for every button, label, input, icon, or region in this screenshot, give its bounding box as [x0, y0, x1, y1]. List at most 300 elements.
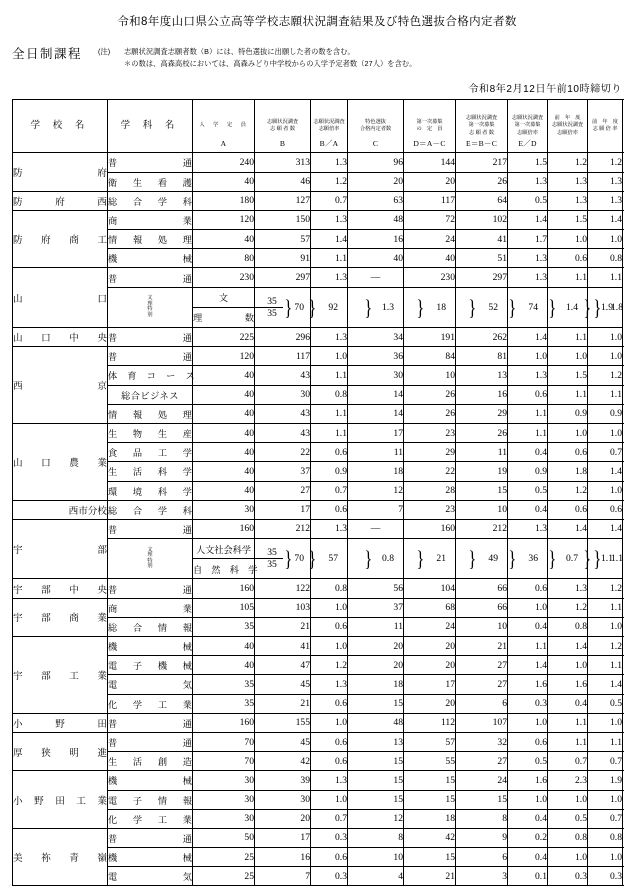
cell-ba: 1.3	[382, 301, 394, 313]
cell-department-name: 機 械	[108, 771, 193, 790]
header-ratio-sym: B／A	[319, 139, 339, 149]
cell-prev: 1.0	[588, 713, 623, 732]
brace-glyph: }	[508, 546, 517, 572]
cell-ed: 0.7	[566, 552, 578, 564]
cell-b: 41	[255, 637, 311, 656]
cell-prev: 0.3	[588, 867, 623, 886]
cell-b: 30	[255, 385, 311, 404]
cell-ed: 0.5	[508, 481, 548, 500]
cell-b: 155	[255, 713, 311, 732]
note-text-2: ＊の数は、高森高校においては、高森みどり中学校からの入学予定者数（27人）を含む。	[124, 58, 417, 68]
cell-d: 104	[404, 579, 456, 598]
cell-b: 42	[255, 752, 311, 771]
header-school: 学 校 名	[13, 100, 108, 153]
cell-ba: 1.3	[311, 675, 348, 694]
cell-prev_survey: 0.8	[548, 828, 588, 847]
cell-department-name: 機 械	[108, 637, 193, 656]
cell-c: 56	[348, 579, 404, 598]
cell-prev: 0.6	[588, 500, 623, 519]
cell-prev_survey: 1.5	[548, 210, 588, 229]
cell-ed: 1.6	[508, 771, 548, 790]
header-tokushoku-sym: C	[372, 139, 379, 149]
cell-c: 36	[348, 347, 404, 366]
cell-b: 296	[255, 328, 311, 347]
cell-prev_survey: 1.2	[548, 598, 588, 617]
cell-c: 12	[348, 809, 404, 828]
cell-ba: 1.0	[311, 347, 348, 366]
cell-a: 80	[193, 249, 255, 268]
cell-school-name: 山 口	[13, 268, 108, 328]
cell-prev: 0.8	[588, 828, 623, 847]
course-type-label: 全日制課程	[12, 47, 83, 61]
brace-glyph: }	[364, 546, 373, 572]
cell-e: 24	[456, 771, 508, 790]
cell-prev_survey: 0.3	[548, 867, 588, 886]
cell-ed: 0.1	[508, 867, 548, 886]
cell-b: 21	[255, 694, 311, 713]
header-prev-ratio-line1: 前 年 度	[592, 118, 618, 125]
cell-a: 40	[193, 423, 255, 442]
cell-e: 3	[456, 867, 508, 886]
cell-ed: 1.0	[508, 713, 548, 732]
cell-c: 15	[348, 771, 404, 790]
cell-school-name: 防 府 西	[13, 191, 108, 210]
cell-e: 32	[456, 732, 508, 751]
cell-e: 41	[456, 230, 508, 249]
table-row	[13, 519, 623, 538]
cell-prev_survey: 1.1	[548, 385, 588, 404]
cell-a: 70	[193, 752, 255, 771]
cell-school-name: 宇 部 中 央	[13, 579, 108, 598]
cell-capacity-total: 70	[294, 301, 304, 313]
header-capacity-sym: A	[220, 139, 227, 149]
cell-department-name: 衛 生 看 護	[108, 172, 193, 191]
cell-d: 29	[404, 443, 456, 462]
cell-b: 122	[255, 579, 311, 598]
cell-school-name: 山 口 中 央	[13, 328, 108, 347]
cell-prev: 1.3	[588, 191, 623, 210]
cell-c: 48	[348, 713, 404, 732]
brace-glyph: }	[308, 546, 317, 572]
cell-d: 10	[404, 366, 456, 385]
header-applicants-sym: B	[279, 139, 286, 149]
cell-ba-grouped	[348, 287, 404, 327]
cell-e-grouped	[508, 539, 548, 579]
cell-b: 103	[255, 598, 311, 617]
cell-e: 13	[456, 366, 508, 385]
cell-ba: 0.3	[311, 828, 348, 847]
cell-c: 17	[348, 423, 404, 442]
cell-e: 66	[456, 579, 508, 598]
cell-a: 120	[193, 210, 255, 229]
cell-d: 55	[404, 752, 456, 771]
header-tokushoku-line2: 合格内定者数	[359, 126, 392, 133]
cell-ba: 1.0	[311, 713, 348, 732]
cell-ba: 0.8	[311, 385, 348, 404]
cell-d: 15	[404, 790, 456, 809]
cell-b: 27	[255, 481, 311, 500]
header-first-ratio-line2: 第一次募集	[514, 122, 541, 129]
cell-c: 18	[348, 675, 404, 694]
cell-school-name: 防 府 商 工	[13, 210, 108, 268]
cell-prev: 0.8	[588, 249, 623, 268]
cell-ba: 1.0	[311, 598, 348, 617]
cell-b: 57	[328, 552, 338, 564]
cell-prev: 0.9	[588, 404, 623, 423]
cell-d: 40	[404, 249, 456, 268]
cell-prev_survey: 1.1	[548, 732, 588, 751]
cell-d: 20	[404, 637, 456, 656]
brace-glyph: }	[548, 546, 557, 572]
cell-ed: 1.5	[508, 153, 548, 172]
cell-prev_survey: 0.7	[548, 752, 588, 771]
cell-d: 17	[404, 675, 456, 694]
cell-d: 57	[404, 732, 456, 751]
cell-school-name: 小 野 田 工 業	[13, 771, 108, 829]
cell-prev_survey: 0.6	[548, 249, 588, 268]
cell-prev_survey: 0.6	[548, 443, 588, 462]
cell-a: 225	[193, 328, 255, 347]
cell-ed: 1.1	[508, 404, 548, 423]
cell-c: 7	[348, 500, 404, 519]
cell-c: 4	[348, 867, 404, 886]
cell-prev_survey: 1.3	[548, 172, 588, 191]
header-ratio	[311, 100, 348, 153]
cell-ed: 1.1	[508, 637, 548, 656]
cell-a: 25	[193, 867, 255, 886]
cell-ba: 1.1	[311, 404, 348, 423]
header-first-capacity	[404, 100, 456, 153]
cell-prev: 1.1	[588, 598, 623, 617]
cell-prev: 0.7	[588, 752, 623, 771]
cell-d: 22	[404, 462, 456, 481]
cell-capacity-top: 35	[255, 547, 283, 559]
cell-prev: 1.3	[588, 172, 623, 191]
cell-department-name: 普 通	[108, 828, 193, 847]
cell-ba: 0.6	[311, 617, 348, 636]
cell-school-name: 厚 狭 明 進	[13, 732, 108, 770]
cell-e: 27	[456, 752, 508, 771]
cell-school-name: 宇 部 工 業	[13, 637, 108, 714]
cell-c: 11	[348, 617, 404, 636]
cell-d: 20	[404, 172, 456, 191]
cell-e: 9	[456, 828, 508, 847]
cell-prev_survey: 1.0	[548, 656, 588, 675]
brace-glyph: }	[416, 294, 425, 320]
header-first-capacity-line2: の 定 員	[416, 126, 443, 133]
cell-ba: 0.6	[311, 694, 348, 713]
cell-a: 230	[193, 268, 255, 287]
cell-c: 37	[348, 598, 404, 617]
cell-b: 20	[255, 809, 311, 828]
header-capacity	[193, 100, 255, 153]
cell-a: 25	[193, 848, 255, 867]
page-title: 令和8年度山口県公立高等学校志願状況調査結果及び特色選抜合格内定者数	[117, 16, 517, 28]
cell-prev_survey: 0.8	[548, 617, 588, 636]
cell-ed: 1.3	[508, 268, 548, 287]
header-prev-ratio-line2: 志 願 倍 率	[592, 126, 618, 133]
brace-glyph: }	[468, 546, 477, 572]
cell-b: 150	[255, 210, 311, 229]
cell-dept-bottom: 自 然 科 学	[193, 559, 255, 579]
cell-dept-top: 人文社会科学	[193, 539, 255, 559]
note-text-1: 志願状況調査志願者数（B）には、特色選抜に出願した者の数を含む。	[124, 47, 355, 56]
cell-ed: 0.3	[508, 694, 548, 713]
cell-c: 16	[348, 230, 404, 249]
table-row	[13, 328, 623, 347]
cell-department-name: 生 活 創 造	[108, 752, 193, 771]
cell-d: 49	[488, 552, 498, 564]
cell-b: 39	[255, 771, 311, 790]
header-first-ratio	[508, 100, 548, 153]
cell-d: 52	[488, 301, 498, 313]
cell-e: 29	[456, 404, 508, 423]
cell-d: 15	[404, 771, 456, 790]
cell-a: 160	[193, 519, 255, 538]
cell-school-name: 小 野 田	[13, 713, 108, 732]
cell-b-grouped	[308, 539, 348, 579]
cell-ed: 0.5	[508, 191, 548, 210]
cell-a: 40	[193, 366, 255, 385]
brace-glyph: }	[284, 294, 293, 320]
cell-department-name: 体 育 コ ー ス	[108, 366, 193, 385]
cell-c: 30	[348, 366, 404, 385]
cell-c: 34	[348, 328, 404, 347]
cell-d: 230	[404, 268, 456, 287]
cell-ba: 1.3	[311, 771, 348, 790]
cell-prev_survey: 1.8	[548, 462, 588, 481]
cell-department-name: 電 気	[108, 867, 193, 886]
cell-ed: 0.4	[508, 809, 548, 828]
table-row	[13, 500, 623, 519]
cell-ba-grouped	[348, 539, 404, 579]
header-first-ratio-line3: 志願倍率	[517, 130, 538, 137]
cell-a: 180	[193, 191, 255, 210]
cell-school-name: 美 祢 青 嶺	[13, 828, 108, 886]
cell-prev_survey: 0.5	[548, 809, 588, 828]
note-mark: (注)	[98, 47, 111, 56]
brace-glyph: }	[284, 546, 293, 572]
cell-school-name: 宇 部 商 業	[13, 598, 108, 636]
cell-prev_survey: 1.0	[548, 230, 588, 249]
cell-department-name: 情 報 処 理	[108, 404, 193, 423]
cell-ba: 1.0	[311, 790, 348, 809]
cell-department-name: 電 子 情 報	[108, 790, 193, 809]
cell-d: 117	[404, 191, 456, 210]
cell-ba: 0.6	[311, 732, 348, 751]
cell-prev: 1.9	[588, 771, 623, 790]
cell-e: 81	[456, 347, 508, 366]
cell-department-name: 普 通	[108, 347, 193, 366]
table-row	[13, 153, 623, 172]
cell-d: 20	[404, 694, 456, 713]
cell-department-name: 商 業	[108, 210, 193, 229]
cell-ed: 0.5	[508, 752, 548, 771]
cell-a: 30	[193, 771, 255, 790]
cell-prev_survey: 1.2	[548, 153, 588, 172]
cell-capacity-bottom: 35	[267, 559, 277, 571]
cell-c: 15	[348, 694, 404, 713]
cell-d-grouped	[456, 539, 508, 579]
cell-ed: 0.9	[508, 462, 548, 481]
cell-department-name: 機 械	[108, 848, 193, 867]
cell-prev_survey: 1.1	[548, 713, 588, 732]
cell-department-name: 普 通	[108, 713, 193, 732]
cell-prev: 1.0	[588, 481, 623, 500]
cell-e: 74	[528, 301, 538, 313]
cell-prev: 1.2	[588, 153, 623, 172]
cell-ba: 1.3	[311, 210, 348, 229]
cell-prev: 1.0	[588, 423, 623, 442]
cell-a: 35	[193, 617, 255, 636]
cell-b: 212	[255, 519, 311, 538]
cell-b: 43	[255, 404, 311, 423]
header-prev-survey-ratio-line3: 志願倍率	[557, 130, 578, 137]
header-tokushoku	[348, 100, 404, 153]
header-prev-survey-ratio	[548, 100, 588, 153]
header-prev-survey-ratio-line2: 志願状況調査	[551, 122, 584, 129]
cell-c-grouped	[404, 287, 456, 327]
cell-a: 50	[193, 828, 255, 847]
cell-ed: 1.1	[508, 423, 548, 442]
cell-prev_survey: 1.3	[548, 191, 588, 210]
split-category-label: 文 理 特 別	[108, 539, 193, 579]
cell-ed: 1.4	[508, 210, 548, 229]
cell-d: 20	[404, 656, 456, 675]
cell-prev: 1.0	[588, 347, 623, 366]
cell-b: 92	[328, 301, 338, 313]
brace-glyph: }	[468, 294, 477, 320]
header-first-applicants-sym: E＝B－C	[466, 139, 497, 149]
cell-a: 35	[193, 694, 255, 713]
header-ratio-line1: 志願状況調査	[313, 118, 345, 125]
cell-e: 11	[456, 443, 508, 462]
cell-a: 120	[193, 347, 255, 366]
cell-ba: 1.3	[311, 153, 348, 172]
cell-school-name: 西 京	[13, 347, 108, 424]
cell-a: 35	[193, 675, 255, 694]
cell-a: 240	[193, 153, 255, 172]
cell-prev_survey: 1.4	[548, 637, 588, 656]
cell-ed: 0.4	[508, 443, 548, 462]
cell-b: 21	[255, 617, 311, 636]
cell-department-name: 情 報 処 理	[108, 230, 193, 249]
cell-b: 297	[255, 268, 311, 287]
cell-e: 107	[456, 713, 508, 732]
cell-e: 212	[456, 519, 508, 538]
brace-glyph: }	[548, 294, 557, 320]
cell-ba: 0.6	[311, 443, 348, 462]
header-first-applicants	[456, 100, 508, 153]
table-body	[13, 153, 623, 886]
cell-ba: 0.7	[311, 481, 348, 500]
cell-e: 27	[456, 656, 508, 675]
table-row	[13, 771, 623, 790]
deadline-text: 令和8年2月12日午前10時締切り	[468, 84, 622, 96]
cell-a: 160	[193, 579, 255, 598]
cell-ed: 1.7	[508, 230, 548, 249]
cell-prev: 1.4	[588, 462, 623, 481]
cell-e: 26	[456, 172, 508, 191]
cell-ba: 1.1	[311, 366, 348, 385]
cell-department-name: 化 学 工 業	[108, 809, 193, 828]
cell-capacity-split	[255, 539, 311, 579]
cell-ba: 0.7	[311, 809, 348, 828]
cell-department-name: 普 通	[108, 328, 193, 347]
cell-school-name: 宇 部	[13, 519, 108, 579]
cell-e: 15	[456, 481, 508, 500]
cell-b: 43	[255, 423, 311, 442]
cell-a: 70	[193, 732, 255, 751]
cell-ed: 1.4	[508, 656, 548, 675]
cell-d: 24	[404, 230, 456, 249]
table-row	[13, 268, 623, 287]
cell-ba: 0.9	[311, 462, 348, 481]
brace-glyph: }	[583, 294, 592, 320]
cell-ba: 0.3	[311, 867, 348, 886]
cell-department-name: 生 活 科 学	[108, 462, 193, 481]
header-applicants	[255, 100, 311, 153]
cell-e: 10	[456, 617, 508, 636]
cell-c: 48	[348, 210, 404, 229]
cell-ba: 0.8	[382, 552, 394, 564]
cell-prev_survey: 1.0	[548, 848, 588, 867]
cell-prev_survey: 1.1	[548, 328, 588, 347]
cell-b: 7	[255, 867, 311, 886]
cell-department-name: 総 合 情 報	[108, 617, 193, 636]
cell-c: 18	[348, 462, 404, 481]
header-first-applicants-line3: 志 願 者 数	[469, 130, 494, 137]
table-row	[13, 579, 623, 598]
cell-prev: 0.7	[588, 809, 623, 828]
brace-glyph: }	[583, 546, 592, 572]
table-row	[13, 598, 623, 617]
header-applicants-line1: 志願状況調査	[266, 118, 299, 125]
cell-e: 21	[456, 637, 508, 656]
cell-prev: 1.0	[588, 328, 623, 347]
cell-prev: 0.7	[588, 443, 623, 462]
cell-prev_survey: 1.0	[548, 347, 588, 366]
cell-e: 15	[456, 790, 508, 809]
cell-ed: 1.0	[508, 598, 548, 617]
cell-department-name: 電 気	[108, 675, 193, 694]
cell-prev_survey: 2.3	[548, 771, 588, 790]
cell-dept-top: 文	[193, 287, 255, 307]
cell-a: 40	[193, 443, 255, 462]
cell-b: 57	[255, 230, 311, 249]
header-tokushoku-line1: 特色選抜	[365, 118, 386, 125]
cell-prev: 1.4	[588, 519, 623, 538]
cell-ed: 0.4	[508, 848, 548, 867]
header-applicants-line2: 志 願 者 数	[270, 126, 295, 133]
cell-e: 102	[456, 210, 508, 229]
cell-ed: 0.6	[508, 385, 548, 404]
cell-ed-grouped	[548, 287, 588, 327]
cell-e: 262	[456, 328, 508, 347]
cell-b: 127	[255, 191, 311, 210]
header-first-applicants-line1: 志願状況調査	[465, 114, 498, 121]
cell-school-name: 防 府	[13, 153, 108, 191]
cell-d: 112	[404, 713, 456, 732]
cell-prev: 1.4	[588, 675, 623, 694]
cell-c: 63	[348, 191, 404, 210]
cell-ba: 1.1	[311, 249, 348, 268]
note-row-1	[98, 46, 416, 58]
cell-c: —	[348, 268, 404, 287]
cell-a: 40	[193, 637, 255, 656]
cell-ed: 1.4	[508, 328, 548, 347]
cell-prev: 1.0	[588, 790, 623, 809]
